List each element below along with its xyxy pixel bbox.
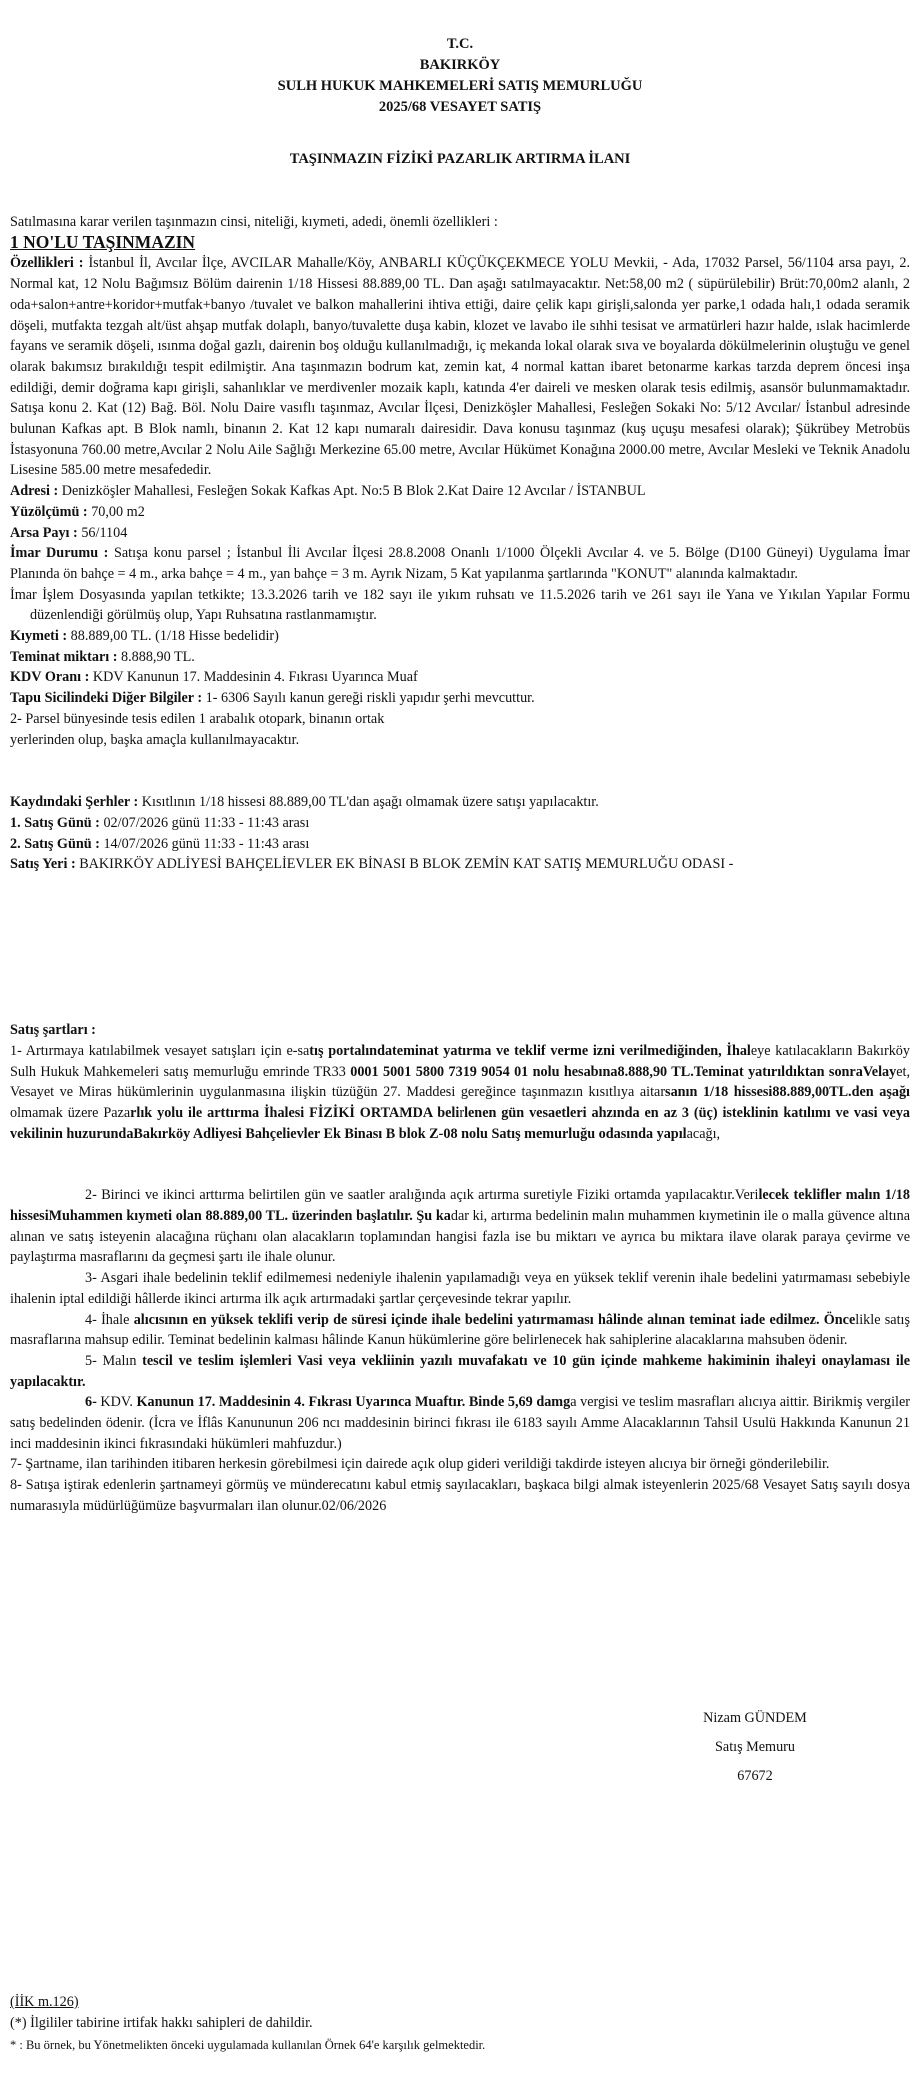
term-1-part: acağı, [686, 1125, 721, 1142]
lot-address [10, 481, 910, 502]
day2-label: 2. Satış Günü : [10, 835, 100, 852]
day2-value: 14/07/2026 günü 11:33 - 11:43 arası [99, 835, 310, 852]
zoning-label: İmar Durumu : [10, 545, 109, 562]
area-value: 70,00 m2 [87, 503, 145, 520]
footer [10, 1992, 910, 2056]
lot-area [10, 502, 910, 523]
registry-label: Tapu Sicilindeki Diğer Bilgiler : [10, 690, 203, 707]
vat-label: KDV Oranı : [10, 669, 90, 686]
spacer [10, 1144, 910, 1185]
signature-role: Satış Memuru [715, 1739, 795, 1755]
term-1-part: r [459, 1104, 465, 1121]
footer-note-1: (*) İlgililer tabirine irtifak hakkı sahipleri de dahildir. [10, 2014, 313, 2031]
place-value: BAKIRKÖY ADLİYESİ BAHÇELİEVLER EK BİNASI B BLOK ZEMİN KAT SATIŞ MEMURLUĞU ODASI - [75, 856, 734, 873]
term-5-part: tescil ve teslim işlemleri Vasi veya vekliinin yazılı muvafakatı ve 10 gün içinde mahkeme hakiminin ihaleyi onaylaması ile yapılacaktır. [10, 1352, 910, 1390]
lot-heading: 1 NO'LU TAŞINMAZIN [10, 232, 196, 253]
deposit-label: Teminat miktarı : [10, 648, 118, 665]
lot-deposit [10, 647, 910, 668]
lot-features [10, 253, 910, 481]
term-1-part: sanın 1/18 hissesi88.889,00TL.den aşağı [665, 1084, 910, 1101]
intro-text: Satılmasına karar verilen taşınmazın cinsi, niteliği, kıymeti, adedi, önemli özellikleri : [10, 213, 498, 230]
term-2-part: 2- Birinci ve ikinci arttırma belirtilen gün ve saatler aralığında açık artırma suretiyle Fiziki ortamda yapılacaktır.Veri [85, 1187, 759, 1204]
place-label: Satış Yeri : [10, 856, 76, 873]
document-header [10, 34, 910, 118]
term-1-part: 0001 5001 5800 7319 9054 01 nolu hesabına8.888,90 TL.Teminat yatırıldıktan sonraVelay [350, 1063, 897, 1080]
term-1-part: et, Vesayet ve Miras hükümlerinin uygulanmasına ilişkin tüzüğün 27. Maddesi gereğince taşınmazın kısıtlıya aitar [10, 1063, 910, 1101]
term-6-part: a vergisi ve teslim masrafları alıcıya aittir. Birikmiş vergiler satış bedelinden ödenir. (İcra ve İflâs Kanununun 206 ncı maddesinin birinci fıkrası ile 6183 sayılı Amme Alacaklarının Tahsil Usulü Hakkında Kanunun 21 inci maddesinin ikinci fıkrasındaki hükümleri mahfuzdur.) [10, 1394, 910, 1452]
term-6 [10, 1392, 910, 1454]
share-label: Arsa Payı : [10, 524, 78, 541]
sale-day-1 [10, 813, 910, 834]
lot-zoning [10, 543, 910, 584]
term-2-part: lecek teklifler malın 1/18 hissesiMuhammen kıymeti olan 88.889,00 TL. üzerinden başlatılır. Şu ka [10, 1187, 910, 1225]
sale-day-2 [10, 834, 910, 855]
header-line-office: SULH HUKUK MAHKEMELERİ SATIŞ MEMURLUĞU [277, 78, 643, 94]
term-2-part: dar ki, artırma bedelinin malın muhammen kıymetinin ile o malla güvence altına alınan ve satış isteyenin alacağına rüçhanı olan alacakların toplamından hangisi fazla ise bu miktarı ve ayrıca bu miktara ilave olarak paraya çevirme ve paylaştırma masraflarını da geçmesi şartı ile ihale olunur. [10, 1208, 910, 1266]
registry-line-3: yerlerinden olup, başka amaçla kullanılmayacaktır. [10, 731, 300, 748]
term-1-part: olmamak üzere Paza [10, 1104, 131, 1121]
records-value: Kısıtlının 1/18 hissesi 88.889,00 TL'dan aşağı olmamak üzere satışı yapılacaktır. [138, 794, 599, 811]
term-4-part: alıcısının en yüksek teklifi verip de süresi içinde ihale bedelini yatırmaması hâlinde alınan teminat iade edilmez. Önce [133, 1311, 856, 1328]
footer-reference: (İİK m.126) [10, 1994, 79, 2010]
term-6-part: KDV. [96, 1394, 137, 1411]
spacer [10, 875, 910, 1020]
term-1-part: rlık yolu ile arttırma İhalesi FİZİKİ ORTAMDA beli [130, 1104, 460, 1121]
term-5 [10, 1351, 910, 1392]
term-5-part: 5- Malın [85, 1352, 143, 1369]
signature-block [670, 1704, 840, 1791]
header-line-tc: T.C. [446, 36, 474, 52]
signature-number: 67672 [737, 1768, 773, 1784]
address-label: Adresi : [10, 483, 59, 500]
sale-records [10, 792, 910, 813]
registry-line-2: 2- Parsel bünyesinde tesis edilen 1 arabalık otopark, binanın ortak [10, 710, 385, 727]
header-line-city: BAKIRKÖY [419, 57, 501, 73]
lot-zoning-extra: İmar İşlem Dosyasında yapılan tetkikte; 13.3.2026 tarih ve 182 sayı ile yıkım ruhsatı ve 11.5.2026 tarih ve 261 sayı ile Yana ve Yıkılan Yapılar Formu düzenlendiği görülmüş olup, Yapı Ruhsatına rastlanmamıştır. [10, 586, 910, 624]
value-label: Kıymeti : [10, 628, 68, 645]
day1-value: 02/07/2026 günü 11:33 - 11:43 arası [99, 814, 310, 831]
term-4-part: likle satış masraflarına mahsup edilir. Teminat bedelinin kalması hâlinde Kanun hükümlerine göre belirlenecek hak sahiplerine alacaklarına mahsuben ödenir. [10, 1311, 910, 1349]
deposit-amount: 8.888,90 TL. [117, 648, 195, 665]
lot-vat [10, 667, 910, 688]
term-8: 8- Satışa iştirak edenlerin şartnameyi görmüş ve münderecatını kabul etmiş sayılacakları, başkaca bilgi almak isteyenlerin 2025/68 Vesayet Satış sayılı dosya numarasıyla müdürlüğümüze başvurmaları ilan olunur.02/06/2026 [10, 1477, 910, 1514]
lot-value [10, 626, 910, 647]
term-2 [10, 1185, 910, 1268]
features-label: Özellikleri : [10, 255, 84, 272]
zoning-value: Satışa konu parsel ; İstanbul İli Avcılar İlçesi 28.8.2008 Onanlı 1/1000 Ölçekli Avcılar 4. ve 5. Bölge (D100 Güneyi) Uygulama İmar Planında ön bahçe = 4 m., arka bahçe = 4 m., yan bahçe = 3 m. Ayrık Nizam, 5 Kat yapılanma şartlarında "KONUT" alanında kalmaktadır. [10, 545, 910, 582]
footer-note-2: * : Bu örnek, bu Yönetmelikten önceki uygulamada kullanılan Örnek 64'e karşılık gelmektedir. [10, 2038, 486, 2053]
term-7: 7- Şartname, ilan tarihinden itibaren herkesin görebilmesi için dairede açık olup gideri verildiği takdirde isteyen alıcıya bir örneği gönderilebilir. [10, 1456, 830, 1473]
term-3: 3- Asgari ihale bedelinin teklif edilmemesi nedeniyle ihalenin yapılamadığı veya en yüksek teklif verenin ihale bedelini yatırmaması sebebiyle ihalenin iptal edildiği hâllerde ikinci artırma ilk açık artırmadaki şartlar çerçevesinde tekrar yapılır. [10, 1270, 910, 1307]
term-1-part: eye katılacakların Bakırköy Sulh Hukuk Mahkemeleri satış memurluğu emrinde TR33 [10, 1042, 910, 1080]
document-title: TAŞINMAZIN FİZİKİ PAZARLIK ARTIRMA İLANI [289, 151, 631, 167]
term-1 [10, 1041, 910, 1145]
sale-place [10, 854, 910, 875]
registry-value: 1- 6306 Sayılı kanun gereği riskli yapıdır şerhi mevcuttur. [202, 690, 535, 707]
spacer [10, 750, 910, 792]
term-6-part: Kanunun 17. Maddesinin 4. Fıkrası Uyarınca Muaftır. Binde 5,69 damg [136, 1394, 571, 1411]
term-6-part: 6- [85, 1394, 97, 1411]
lot-share [10, 523, 910, 544]
term-1-part: 1- Artırmaya katılabilmek vesayet satışları için e-sa [10, 1042, 310, 1059]
records-label: Kaydındaki Şerhler : [10, 794, 139, 811]
value-amount: 88.889,00 TL. (1/18 Hisse bedelidir) [67, 628, 279, 645]
header-line-case: 2025/68 VESAYET SATIŞ [378, 99, 542, 115]
address-value: Denizköşler Mahallesi, Fesleğen Sokak Kafkas Apt. No:5 B Blok 2.Kat Daire 12 Avcılar / İSTANBUL [58, 483, 646, 500]
lot-registry [10, 688, 910, 709]
day1-label: 1. Satış Günü : [10, 814, 100, 831]
area-label: Yüzölçümü : [10, 503, 88, 520]
term-1-part: tış portalındateminat yatırma ve teklif verme izni verilmediğinden, İhal [309, 1042, 751, 1059]
term-1-part: lenen gün vesaetleri ahzında en az 3 (üç) isteklinin katılımı ve vasi veya vekilinin huzurundaBakırköy Adliyesi Bahçelievler Ek Binası B blok Z-08 nolu Satış memurluğu odasında yapıl [10, 1104, 911, 1142]
vat-value: KDV Kanunun 17. Maddesinin 4. Fıkrası Uyarınca Muaf [89, 669, 418, 686]
share-value: 56/1104 [77, 524, 128, 541]
terms-heading-text: Satış şartları : [10, 1022, 96, 1039]
term-4-part: 4- İhale [85, 1311, 134, 1328]
term-4 [10, 1310, 910, 1351]
signature-name: Nizam GÜNDEM [703, 1710, 807, 1726]
terms-heading [10, 1020, 910, 1041]
features-text: İstanbul İl, Avcılar İlçe, AVCILAR Mahalle/Köy, ANBARLI KÜÇÜKÇEKMECE YOLU Mevkii, - Ada, 17032 Parsel, 56/1104 arsa payı, 2. Normal kat, 12 Nolu Bağımsız Bölüm dairenin 1/18 Hissesi 88.889,00 TL. Dan aşağı satılmayacaktır. Net:58,00 m2 ( süpürülebilir) Brüt:70,00m2 alanlı, 2 oda+salon+antre+koridor+mutfak+banyo /tuvalet ve balkon mahallerini ihtiva ettiği, daire çelik kapı girişli,salonda yer parke,1 odada halı,1 odada seramik döşeli, mutfakta tezgah alt/üst ahşap mutfak dolaplı, banyo/tuvalette duşa kabin, klozet ve lavabo ile sıhhi tesisat ve armatürleri hazır halde, ıslak hacimlerde fayans ve seramik döşeli, ısınma doğal gazlı, dairenin boş olduğu kullanılmadığı, iç mekanda lokal olarak sıva ve boyalarda dökülmelerinin oluştuğu ve genel olarak bakımsız bırakıldığı tespit edilmiştir. Ana taşınmazın bodrum kat, zemin kat, 4 normal kattan ibaret betonarme karkas tarzda deprem öncesi inşa edildiği, demir doğrama kapı girişli, sahanlıklar ve merdivenler mozaik kaplı, katında 4'er daireli ve mesken olarak tesis edilmiş, asansör bulunmamaktadır. Satışa konu 2. Kat (12) Bağ. Böl. Nolu Daire vasıflı taşınmaz, Avcılar İlçesi, Denizköşler Mahallesi, Fesleğen Sokaki No: 5/12 Avcılar/ İstanbul adresinde bulunan Kafkas apt. B Blok namlı, binanın 2. Kat 12 kapı numaralı dairesidir. Dava konusu taşınmaz (kuş uçuşu mesafesi olarak); Şükrübey Metrobüs İstasyonuna 760.00 metre,Avcılar 2 Nolu Aile Sağlığı Merkezine 65.00 metre, Avcılar Hükümet Konağına 2000.00 metre, Avcılar Mesleki ve Teknik Anadolu Lisesine 585.00 metre mesafededir. [10, 255, 910, 479]
